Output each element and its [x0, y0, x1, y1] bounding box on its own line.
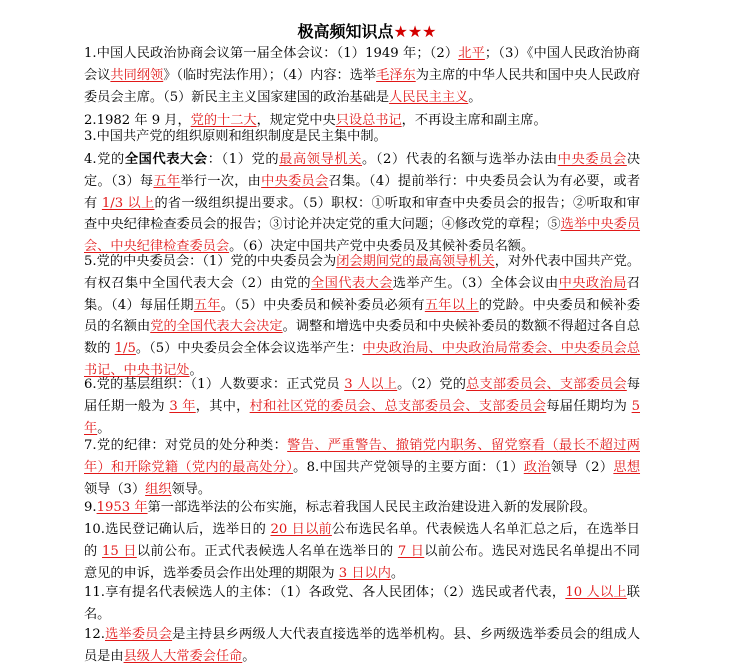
knowledge-point-3 — [84, 126, 640, 148]
highlighted-key-term: 只设总书记 — [335, 113, 402, 128]
highlighted-key-term: 中央政治局 — [558, 275, 627, 291]
body-text: 5.党的中央委员会：（1）党的中央委员会为 — [84, 254, 337, 269]
body-text: ，规定党中央 — [256, 113, 336, 128]
highlighted-key-term: 1953 年 — [96, 500, 148, 515]
highlighted-key-term: 7 日 — [397, 543, 425, 559]
body-text: 。 — [468, 89, 482, 105]
highlighted-key-term: 党的十二大 — [190, 113, 257, 128]
body-text: 2.1982 年 9 月， — [84, 113, 191, 128]
page-title — [0, 22, 734, 42]
body-text: 。（6）决定中国共产党中央委员及其候补委员名额。 — [229, 239, 535, 255]
highlighted-key-term: 五年以上 — [424, 297, 479, 313]
highlighted-key-term: 1/5 — [114, 341, 136, 357]
highlighted-key-term: 思想 — [613, 459, 641, 475]
body-text: 决定。（3）每 — [84, 152, 641, 189]
body-text: 。 — [97, 420, 111, 436]
highlighted-key-term: 县级人大常委会任命 — [123, 648, 243, 664]
body-text: ，其中， — [195, 398, 250, 414]
body-text: 领导（2） — [550, 459, 614, 475]
body-text: 领导（3） — [84, 481, 146, 497]
body-text: 以前公布。选民对选民名单提出不同意见的申诉，选举委员会作出处理的期限为 — [84, 543, 640, 581]
body-text: 。8.中国共产党领导的主要方面：（1） — [293, 459, 524, 475]
knowledge-point-7 — [84, 435, 640, 500]
highlighted-key-term: 中央政治局、中央政治局常委会、中央委员会总书记、中央书记处 — [84, 341, 641, 378]
body-text: 第一部选举法的公布实施，标志着我国人民民主政治建设进入新的发展阶段。 — [147, 500, 596, 515]
highlighted-key-term: 中央委员会 — [261, 173, 329, 189]
highlighted-key-term: 村和社区党的委员会、总支部委员会、支部委员会 — [249, 398, 547, 414]
body-text: 。 — [242, 648, 256, 664]
body-text: 选举产生。（3）全体会议由 — [392, 275, 559, 291]
body-text: ，对外代表中国共产党。有权召集中全国代表大会（2）由党的 — [84, 254, 641, 291]
knowledge-point-4 — [84, 149, 640, 258]
body-text: 是主持县乡两级人大代表直接选举的选举机构。县、乡两级选举委员会的组成人员是由 — [84, 627, 641, 664]
body-text: 9. — [84, 500, 97, 515]
highlighted-key-term: 党的全国代表大会决定 — [150, 319, 283, 335]
body-text: 11.享有提名代表候选人的主体：（1）各政党、各人民团体；（2）选民或者代表， — [84, 585, 566, 600]
body-text: ：（1）党的 — [207, 152, 280, 167]
highlighted-key-term: 毛泽东 — [376, 67, 416, 83]
highlighted-key-term: 最高领导机关 — [279, 152, 363, 167]
body-text: 。（2）党的 — [397, 377, 467, 392]
body-text: 1.中国人民政治协商会议第一届全体会议：（1）1949 年；（2） — [84, 46, 459, 61]
highlighted-key-term: 全国代表大会 — [310, 275, 393, 291]
highlighted-key-term: 选举中央委员会、中央纪律检查委员会 — [84, 217, 641, 255]
body-text: 。（5）中央委员和候补委员必须有 — [220, 297, 425, 313]
knowledge-point-1 — [84, 43, 640, 108]
body-text: 为主席的中华人民共和国中央人民政府委员会主席。（5）新民主主义国家建国的政治基础是 — [84, 67, 641, 105]
highlighted-key-term: 3 日以内 — [338, 565, 391, 581]
knowledge-point-8 — [84, 497, 640, 519]
highlighted-key-term: 20 日以前 — [270, 522, 332, 537]
knowledge-point-5 — [84, 251, 640, 382]
body-text: 4.党的 — [84, 152, 125, 167]
body-text: 的省一级组织提出要求。（5）职权：①听取和审查中央委员会的报告；②听取和审查中央纪律检查委员会的报告；③讨论并决定党的重大问题；④修改党的章程；⑤ — [84, 195, 640, 233]
body-text: 联名。 — [84, 585, 640, 622]
body-text: 》（临时宪法作用）；（4）内容：选举 — [163, 67, 377, 83]
body-text: 召集。（4）提前举行：中央委员会认为有必要，或者有 — [84, 173, 641, 211]
highlighted-key-term: 五年 — [153, 173, 181, 189]
body-text: 的党龄。中央委员和候补委员的名额由 — [84, 297, 641, 335]
body-text: 每届任期均为 — [546, 398, 632, 414]
highlighted-key-term: 共同纲领 — [110, 67, 164, 83]
body-text: 6.党的基层组织：（1）人数要求：正式党员 — [84, 377, 345, 392]
knowledge-point-10 — [84, 582, 640, 626]
highlighted-key-term: 人民民主主义 — [389, 89, 469, 105]
highlighted-key-term: 北平 — [458, 46, 485, 61]
highlighted-key-term: 警告、严重警告、撤销党内职务、留党察看（最长不超过两年）和开除党籍（党内的最高处分） — [84, 438, 640, 475]
body-text: 。（2）代表的名额与选举办法由 — [362, 152, 558, 167]
highlighted-key-term: 3 人以上 — [344, 377, 398, 392]
highlighted-key-term: 选举委员会 — [104, 627, 173, 642]
highlighted-key-term: 15 日 — [102, 543, 137, 559]
body-text: ；（3）《中国人民政治协商会议 — [84, 46, 640, 83]
knowledge-point-11 — [84, 624, 640, 668]
highlighted-key-term: 3 年 — [169, 398, 196, 414]
body-text: 。 — [189, 362, 203, 378]
highlighted-key-term: 10 人以上 — [565, 585, 627, 600]
knowledge-point-9 — [84, 519, 640, 584]
highlighted-key-term: 总支部委员会、支部委员会 — [466, 377, 627, 392]
body-text: 10.选民登记确认后，选举日的 — [84, 522, 271, 537]
body-text: ，不再设主席和副主席。 — [401, 113, 547, 128]
body-text: 。 — [390, 565, 405, 581]
body-text: 每届任期一般为 — [84, 377, 640, 414]
body-text: 3.中国共产党的组织原则和组织制度是民主集中制。 — [84, 129, 387, 144]
body-text: 。（5）中央委员会全体会议选举产生： — [135, 341, 363, 357]
highlighted-key-term: 中央委员会 — [557, 152, 627, 167]
body-text: 召集。（4）每届任期 — [84, 275, 641, 313]
body-text: 12. — [84, 627, 105, 642]
body-text: 公布选民名单。代表候选人名单汇总之后，在选举日的 — [84, 522, 640, 559]
highlighted-key-term: 闭会期间党的最高领导机关 — [336, 254, 495, 269]
star-rating-icon: ★★★ — [393, 22, 437, 41]
bold-term: 全国代表大会 — [124, 152, 208, 167]
body-text: 举行一次，由 — [180, 173, 262, 189]
knowledge-point-6 — [84, 374, 640, 439]
highlighted-key-term: 5 年 — [84, 398, 640, 436]
highlighted-key-term: 五年 — [193, 297, 221, 313]
body-text: 7.党的纪律：对党员的处分种类： — [84, 438, 288, 453]
highlighted-key-term: 1/3 以上 — [101, 195, 155, 211]
body-text: 领导。 — [171, 481, 212, 497]
highlighted-key-term: 政治 — [523, 459, 551, 475]
body-text: 以前公布。正式代表候选人名单在选举日的 — [136, 543, 398, 559]
body-text: 。调整和增选中央委员和中央候补委员的数额不得超过各自总数的 — [84, 319, 641, 357]
title-text: 极高频知识点 — [297, 22, 394, 41]
highlighted-key-term: 组织 — [145, 481, 172, 497]
